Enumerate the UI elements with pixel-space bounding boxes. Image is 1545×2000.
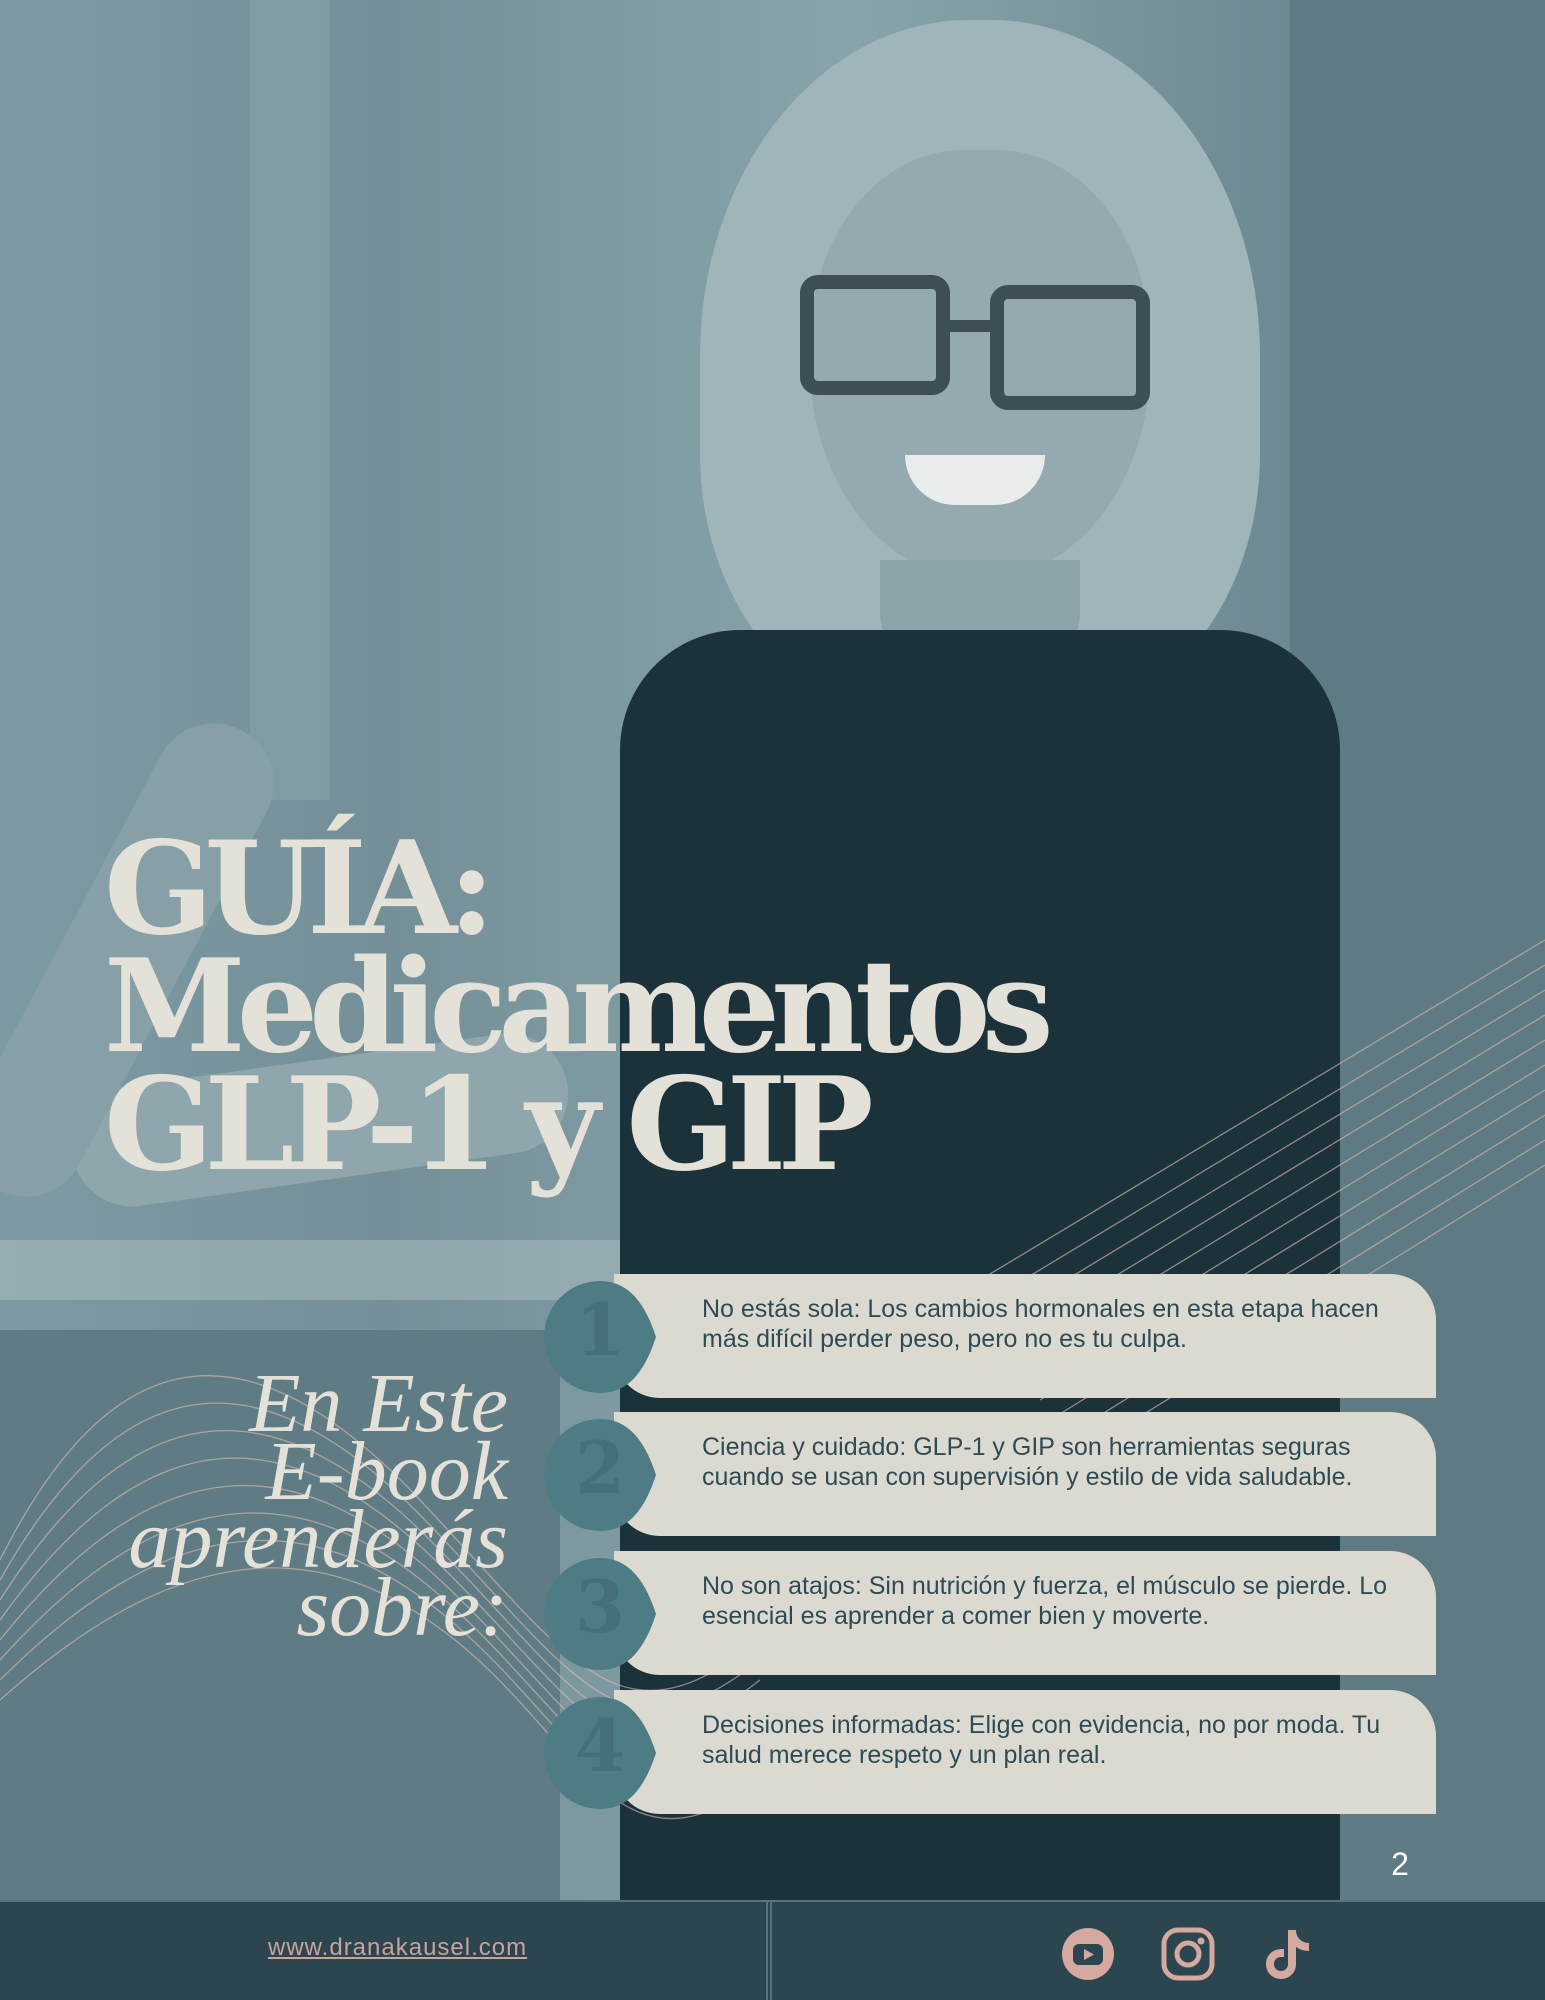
list-item: [544, 1551, 1436, 1675]
website-link[interactable]: www.dranakausel.com: [268, 1934, 528, 1961]
footer-vertical-divider: [766, 1900, 772, 2000]
footer: [0, 1900, 1545, 2000]
subtitle-line: En Este: [249, 1357, 508, 1450]
tiktok-icon[interactable]: [1258, 1926, 1314, 1982]
subtitle-line: sobre:: [296, 1561, 508, 1654]
item-number: 3: [574, 1564, 626, 1649]
item-number: 1: [574, 1287, 626, 1372]
subtitle-line: E-book: [265, 1425, 508, 1518]
instagram-icon[interactable]: [1160, 1926, 1216, 1982]
youtube-icon[interactable]: [1060, 1926, 1116, 1982]
title-line: Medicamentos: [104, 932, 1045, 1082]
subtitle-line: aprenderás: [128, 1493, 508, 1586]
item-number: 2: [574, 1425, 626, 1510]
item-text: Ciencia y cuidado: GLP-1 y GIP son herramientas seguras cuando se usan con supervisión y estilo de vida saludable.: [702, 1433, 1353, 1491]
item-text: Decisiones informadas: Elige con evidencia, no por moda. Tu salud merece respeto y un plan real.: [702, 1711, 1381, 1769]
item-text: No son atajos: Sin nutrición y fuerza, el músculo se pierde. Lo esencial es aprender a comer bien y moverte.: [702, 1572, 1388, 1630]
list-item: [544, 1412, 1436, 1536]
item-number: 4: [574, 1703, 626, 1788]
footer-divider-line: [0, 1900, 1545, 1902]
title-line: GUÍA:: [104, 814, 487, 964]
page-number: 2: [1391, 1846, 1409, 1882]
item-text: No estás sola: Los cambios hormonales en esta etapa hacen más difícil perder peso, pero no es tu culpa.: [702, 1295, 1379, 1353]
title-line: GLP-1 y GIP: [104, 1050, 865, 1200]
ebook-subtitle: [40, 1357, 508, 1654]
list-item: [544, 1274, 1436, 1398]
guide-title: [104, 814, 1045, 1200]
list-item: [544, 1690, 1436, 1814]
